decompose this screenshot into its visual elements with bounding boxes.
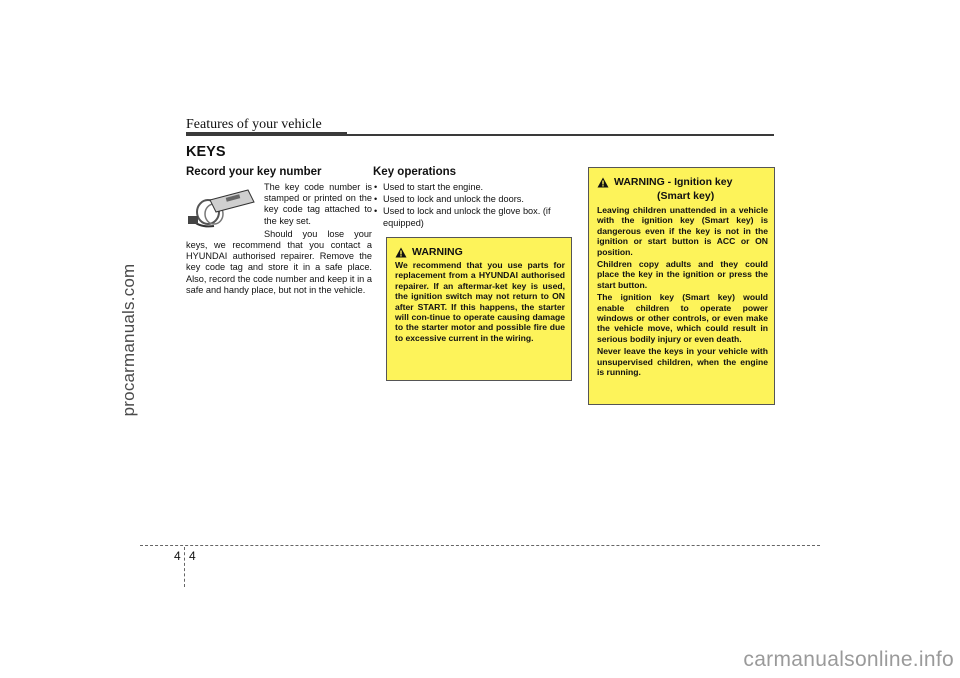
watermark-procarmanuals: procarmanuals.com — [119, 263, 138, 417]
footer-rule — [140, 545, 820, 546]
record-key-section — [186, 166, 372, 296]
key-operations-list — [373, 182, 573, 229]
warning-box-replacement-key — [386, 237, 572, 381]
warning-triangle-icon — [597, 177, 609, 188]
warning-title-line2: (Smart key) — [657, 190, 715, 202]
warning-text: We recommend that you use parts for replacement from a HYUNDAI authorised repairer. If an aftermar-ket key is used, the ignition switch may not return to ON after START. If this happens, the starter will con-tinue to operate causing damage to the starter motor and possible fire due to excessive current in the wiring. — [395, 260, 565, 343]
key-operations-heading: Key operations — [373, 166, 457, 178]
warning-paragraph: The ignition key (Smart key) would enable children to operate power windows or other controls, or even make the vehicle move, which could result in serious bodily injury or even death. — [597, 292, 768, 344]
record-key-para2: Should you lose your keys, we recommend that you contact a HYUNDAI authorised repairer. Remove the key code tag and store it in a safe place. Also, record the code number and keep it in a safe and handy place, but not in the vehicle. — [186, 228, 372, 295]
chapter-number: 4 — [174, 549, 181, 563]
record-key-para1: The key code number is stamped or printed on the key code tag attached to the key set. — [264, 182, 372, 226]
record-key-heading: Record your key number — [186, 166, 322, 178]
header-rule-thick — [186, 132, 347, 136]
list-item: • Used to lock and unlock the doors. — [373, 194, 573, 205]
section-header: Features of your vehicle — [186, 117, 322, 132]
page-number: 4 — [189, 549, 196, 563]
watermark-carmanualsonline: carmanualsonline.info — [743, 648, 954, 671]
warning-box-ignition-key — [588, 167, 775, 405]
page-title: KEYS — [186, 144, 226, 160]
key-operations-section — [373, 166, 573, 230]
warning-triangle-icon — [395, 247, 407, 258]
list-item: • Used to start the engine. — [373, 182, 573, 193]
warning-paragraph: Leaving children unattended in a vehicle with the ignition key (Smart key) is dangerous even if the key is not in the ignition or start button is ACC or ON position. — [597, 205, 768, 257]
warning-title: WARNING - Ignition key — [614, 176, 733, 188]
warning-paragraph: Children copy adults and they could place the key in the ignition or press the start button. — [597, 259, 768, 290]
key-code-tag-image — [186, 182, 258, 230]
warning-paragraph: Never leave the keys in your vehicle with unsupervised children, when the engine is running. — [597, 346, 768, 378]
footer-divider — [184, 547, 185, 587]
header-rule-thin — [347, 134, 774, 136]
warning-title: WARNING — [412, 246, 463, 258]
list-item: • Used to lock and unlock the glove box. (if equipped) — [373, 206, 573, 228]
